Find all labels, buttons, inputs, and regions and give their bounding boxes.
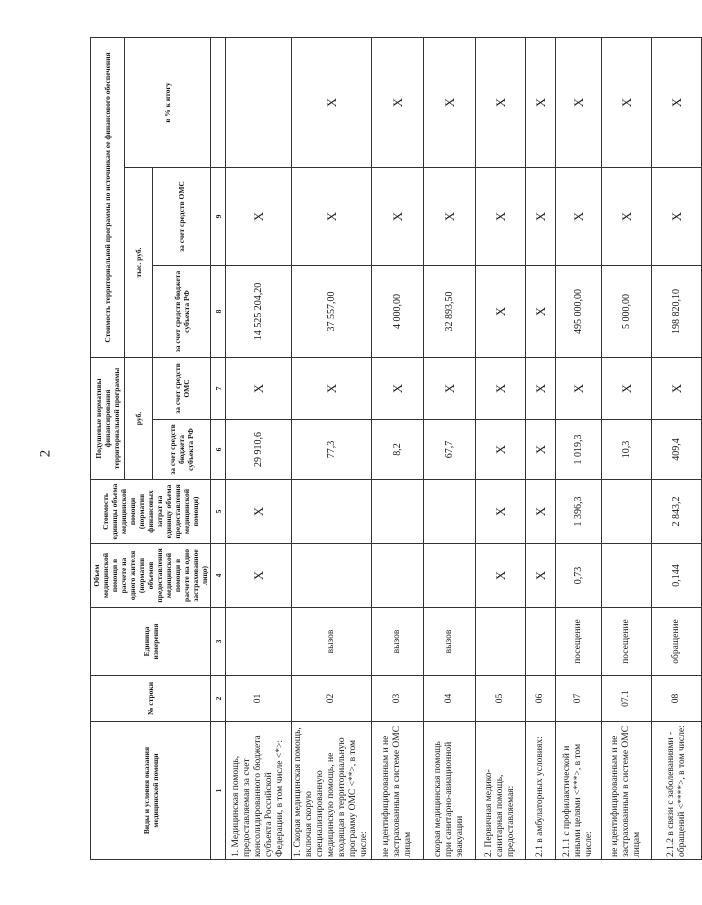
col-num: 7 — [211, 358, 226, 420]
row-total-budget: X — [526, 266, 556, 358]
row-pc-oms: X — [526, 358, 556, 420]
header-total-budget: за счет средств бюджета субъекта РФ — [153, 266, 211, 358]
row-number: 03 — [372, 676, 424, 722]
row-pct — [226, 38, 292, 168]
row-pct: X — [424, 38, 476, 168]
row-volume: X — [476, 544, 526, 608]
program-cost-table — [90, 37, 702, 860]
row-pc-budget: 8,2 — [372, 420, 424, 480]
table-row — [372, 38, 424, 860]
row-total-oms: X — [424, 168, 476, 266]
row-label: 2.1 в амбулаторных условиях: — [526, 722, 556, 860]
row-volume — [602, 544, 652, 608]
row-pc-budget: 1 019,3 — [556, 420, 602, 480]
row-pc-oms: X — [372, 358, 424, 420]
col-num: 8 — [211, 266, 226, 358]
row-pc-oms: X — [602, 358, 652, 420]
header-cost-total: Стоимость территориальной программы по источникам ее финансового обеспечения — [91, 38, 125, 358]
row-pct: X — [526, 38, 556, 168]
row-unit-cost — [372, 480, 424, 544]
table-row — [652, 38, 702, 860]
header-cost-unit: тыс. руб. — [125, 168, 153, 358]
row-pct: X — [556, 38, 602, 168]
row-unit — [526, 608, 556, 676]
row-total-budget: 5 000,00 — [602, 266, 652, 358]
col-num-empty — [211, 38, 226, 168]
row-unit: вызов — [292, 608, 372, 676]
col-num: 4 — [211, 544, 226, 608]
header-kind: Виды и условия оказания медицинской помощи — [91, 722, 211, 860]
row-total-budget: 32 893,50 — [424, 266, 476, 358]
header-pct: в % к итогу — [125, 38, 211, 168]
table-row — [602, 38, 652, 860]
header-per-capita: Подушевые нормативы финансирования территориальной программы — [91, 358, 125, 480]
col-num: 6 — [211, 420, 226, 480]
header-pc-oms: за счет средств ОМС — [153, 358, 211, 420]
row-label: скорая медицинская помощь при санитарно-авиационной эвакуации — [424, 722, 476, 860]
col-num: 2 — [211, 676, 226, 722]
row-pc-oms: X — [476, 358, 526, 420]
table-row — [292, 38, 372, 860]
table-row — [476, 38, 526, 860]
row-pct: X — [292, 38, 372, 168]
table-row — [226, 38, 292, 860]
row-volume — [372, 544, 424, 608]
row-total-budget: 495 000,00 — [556, 266, 602, 358]
row-label: не идентифицированным и не застрахованным в системе ОМС лицам — [372, 722, 424, 860]
row-total-oms: X — [556, 168, 602, 266]
row-volume: X — [526, 544, 556, 608]
row-unit-cost — [424, 480, 476, 544]
row-total-budget: 14 525 204,20 — [226, 266, 292, 358]
row-pct: X — [476, 38, 526, 168]
row-unit-cost — [602, 480, 652, 544]
rotated-table-area — [90, 38, 687, 860]
row-unit-cost: X — [526, 480, 556, 544]
row-unit: посещение — [602, 608, 652, 676]
header-total-oms: за счет средств ОМС — [153, 168, 211, 266]
header-pc-budget: за счет средств бюджета субъекта РФ — [153, 420, 211, 480]
row-unit: посещение — [556, 608, 602, 676]
row-unit-cost — [292, 480, 372, 544]
row-pc-oms: X — [292, 358, 372, 420]
row-total-oms: X — [372, 168, 424, 266]
row-label: 2.1.2 в связи с заболеваниями - обращений <****>, в том числе: — [652, 722, 702, 860]
row-volume: 0,73 — [556, 544, 602, 608]
row-pct: X — [372, 38, 424, 168]
row-volume — [292, 544, 372, 608]
row-total-budget: 4 000,00 — [372, 266, 424, 358]
row-unit: вызов — [372, 608, 424, 676]
row-pct: X — [602, 38, 652, 168]
row-pc-oms: X — [556, 358, 602, 420]
row-pc-budget: 77,3 — [292, 420, 372, 480]
row-number: 05 — [476, 676, 526, 722]
col-num: 9 — [211, 168, 226, 266]
row-number: 02 — [292, 676, 372, 722]
row-unit: обращение — [652, 608, 702, 676]
table-body — [226, 38, 702, 860]
row-unit: вызов — [424, 608, 476, 676]
row-unit-cost: 1 396,3 — [556, 480, 602, 544]
col-num: 5 — [211, 480, 226, 544]
row-volume: 0,144 — [652, 544, 702, 608]
row-pc-oms: X — [226, 358, 292, 420]
header-per-capita-unit: руб. — [125, 358, 153, 480]
table-row — [424, 38, 476, 860]
row-pc-oms: X — [652, 358, 702, 420]
row-number: 08 — [652, 676, 702, 722]
table-row — [556, 38, 602, 860]
row-total-oms: X — [652, 168, 702, 266]
row-pc-budget: X — [476, 420, 526, 480]
row-label: 2.1.1 с профилактической и иными целями <***>, в том числе: — [556, 722, 602, 860]
row-total-budget: 198 820,10 — [652, 266, 702, 358]
row-pc-budget: 10,3 — [602, 420, 652, 480]
row-number: 01 — [226, 676, 292, 722]
row-pc-budget: 409,4 — [652, 420, 702, 480]
header-unit-cost: Стоимость единицы объема медицинской помощи (норматив финансовых затрат на единицу объема предоставления медицинской помощи) — [91, 480, 211, 544]
page-number: 2 — [37, 449, 54, 458]
row-number: 04 — [424, 676, 476, 722]
row-total-oms: X — [476, 168, 526, 266]
row-unit-cost: X — [476, 480, 526, 544]
row-pc-budget: X — [526, 420, 556, 480]
row-number: 07 — [556, 676, 602, 722]
row-label: 1. Скорая медицинская помощь, включая скорую специализированную медицинскую помощь, не входящая в территориальную программу ОМС <**>, в том числе: — [292, 722, 372, 860]
row-total-budget: 37 557,00 — [292, 266, 372, 358]
row-total-oms: X — [526, 168, 556, 266]
row-total-oms: X — [226, 168, 292, 266]
row-pc-oms: X — [424, 358, 476, 420]
row-label: не идентифицированным и не застрахованным в системе ОМС лицам — [602, 722, 652, 860]
row-pc-budget: 67,7 — [424, 420, 476, 480]
row-unit-cost: X — [226, 480, 292, 544]
col-num: 1 — [211, 722, 226, 860]
row-pc-budget: 29 910,6 — [226, 420, 292, 480]
header-volume: Объем медицинской помощи в расчете на одного жителя (норматив объемов предоставления медицинской помощи в расчете на одно застрахованное лицо) — [91, 544, 211, 608]
row-total-oms: X — [602, 168, 652, 266]
row-volume — [424, 544, 476, 608]
column-number-row — [211, 38, 226, 860]
col-num: 3 — [211, 608, 226, 676]
row-unit — [226, 608, 292, 676]
row-volume: X — [226, 544, 292, 608]
row-label: 1. Медицинская помощь, предоставляемая за счет консолидированного бюджета субъекта Российской Федерации, в том числе <*>: — [226, 722, 292, 860]
row-number: 07.1 — [602, 676, 652, 722]
table-row — [526, 38, 556, 860]
row-label: 2. Первичная медико-санитарная помощь, предоставляемая: — [476, 722, 526, 860]
row-pct: X — [652, 38, 702, 168]
row-number: 06 — [526, 676, 556, 722]
row-total-budget: X — [476, 266, 526, 358]
header-unit: Единица измерения — [91, 608, 211, 676]
row-unit-cost: 2 843,2 — [652, 480, 702, 544]
row-unit — [476, 608, 526, 676]
header-row-no: № строки — [91, 676, 211, 722]
row-total-oms: X — [292, 168, 372, 266]
